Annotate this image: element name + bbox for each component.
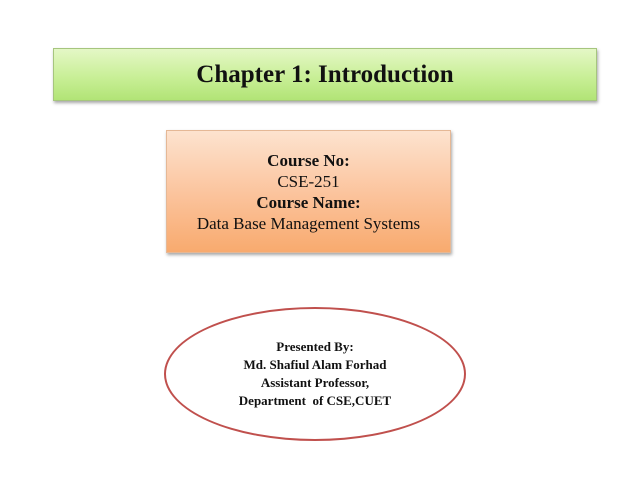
title-box [53, 48, 597, 101]
presenter-name: Md. Shafiul Alam Forhad [243, 357, 387, 372]
presenter-ellipse [164, 307, 466, 441]
presenter-label: Presented By: [276, 339, 354, 354]
course-name-value: Data Base Management Systems [196, 213, 421, 233]
slide-title: Chapter 1: Introduction [196, 60, 454, 88]
course-number-value: CSE-251 [277, 171, 340, 191]
presenter-department: Department of CSE,CUET [238, 393, 392, 408]
course-info-box [166, 130, 451, 253]
presenter-designation: Assistant Professor, [260, 375, 370, 390]
course-name-label: Course Name: [256, 192, 361, 212]
course-number-label: Course No: [267, 150, 350, 170]
